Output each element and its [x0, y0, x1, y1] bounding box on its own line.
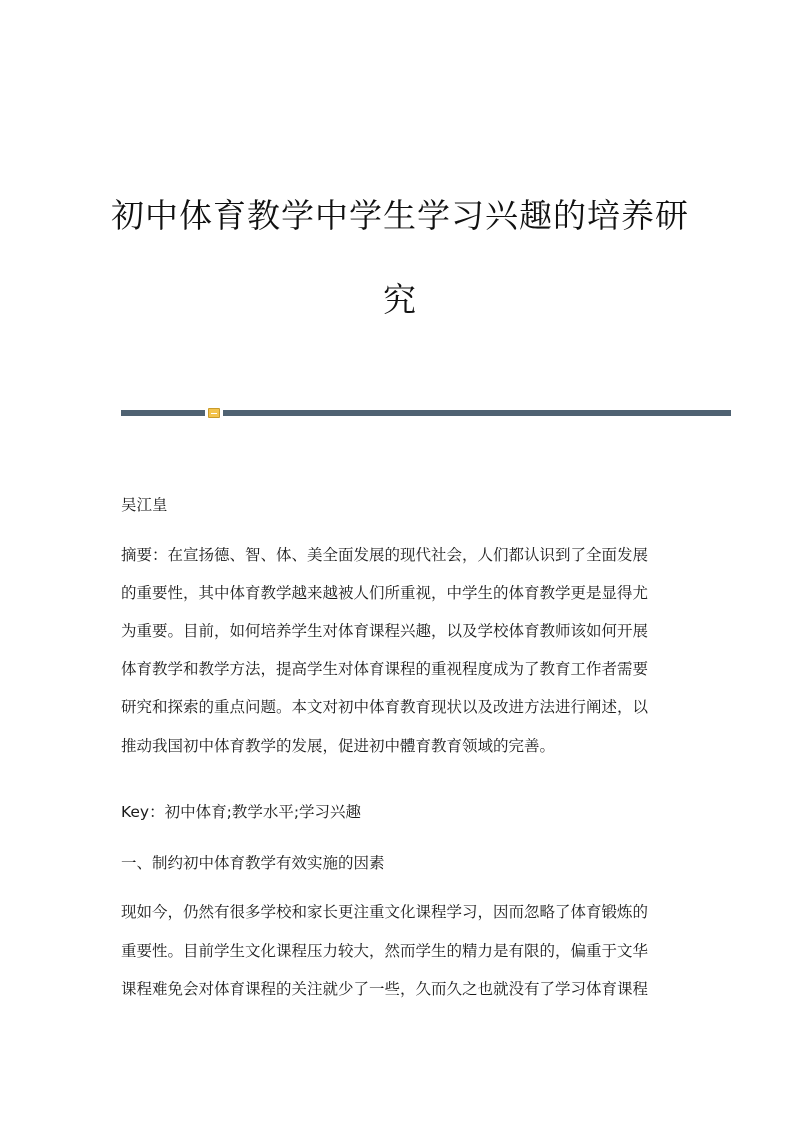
- divider-bar-left: [121, 410, 205, 416]
- abstract-line: 研究和探索的重点问题。本文对初中体育教育现状以及改进方法进行阐述，以: [121, 698, 649, 716]
- divider-bar-right: [223, 410, 731, 416]
- abstract-line: 推动我国初中体育教学的发展，促进初中體育教育领域的完善。: [121, 737, 556, 755]
- body-line: 现如今，仍然有很多学校和家长更注重文化课程学习，因而忽略了体育锻炼的: [121, 903, 649, 921]
- document-title-line-2: 究: [383, 280, 417, 319]
- keywords: Key：初中体育;教学水平;学习兴趣: [121, 803, 362, 821]
- body-line: 重要性。目前学生文化课程压力较大，然而学生的精力是有限的，偏重于文华: [121, 942, 649, 960]
- abstract-line: 体育教学和教学方法，提高学生对体育课程的重视程度成为了教育工作者需要: [121, 660, 649, 678]
- divider-ornament-icon: [208, 408, 220, 418]
- abstract-line: 摘要：在宣扬德、智、体、美全面发展的现代社会，人们都认识到了全面发展: [121, 546, 649, 564]
- document-title-line-1: 初中体育教学中学生学习兴趣的培养研: [111, 196, 689, 235]
- section-heading: 一、制约初中体育教学有效实施的因素: [121, 854, 385, 872]
- body-line: 课程难免会对体育课程的关注就少了一些，久而久之也就没有了学习体育课程: [121, 980, 649, 998]
- author-name: 吴江皇: [121, 496, 168, 514]
- abstract-line: 的重要性，其中体育教学越来越被人们所重视，中学生的体育教学更是显得尤: [121, 584, 649, 602]
- abstract-line: 为重要。目前，如何培养学生对体育课程兴趣，以及学校体育教师该如何开展: [121, 622, 649, 640]
- title-divider: [121, 408, 731, 418]
